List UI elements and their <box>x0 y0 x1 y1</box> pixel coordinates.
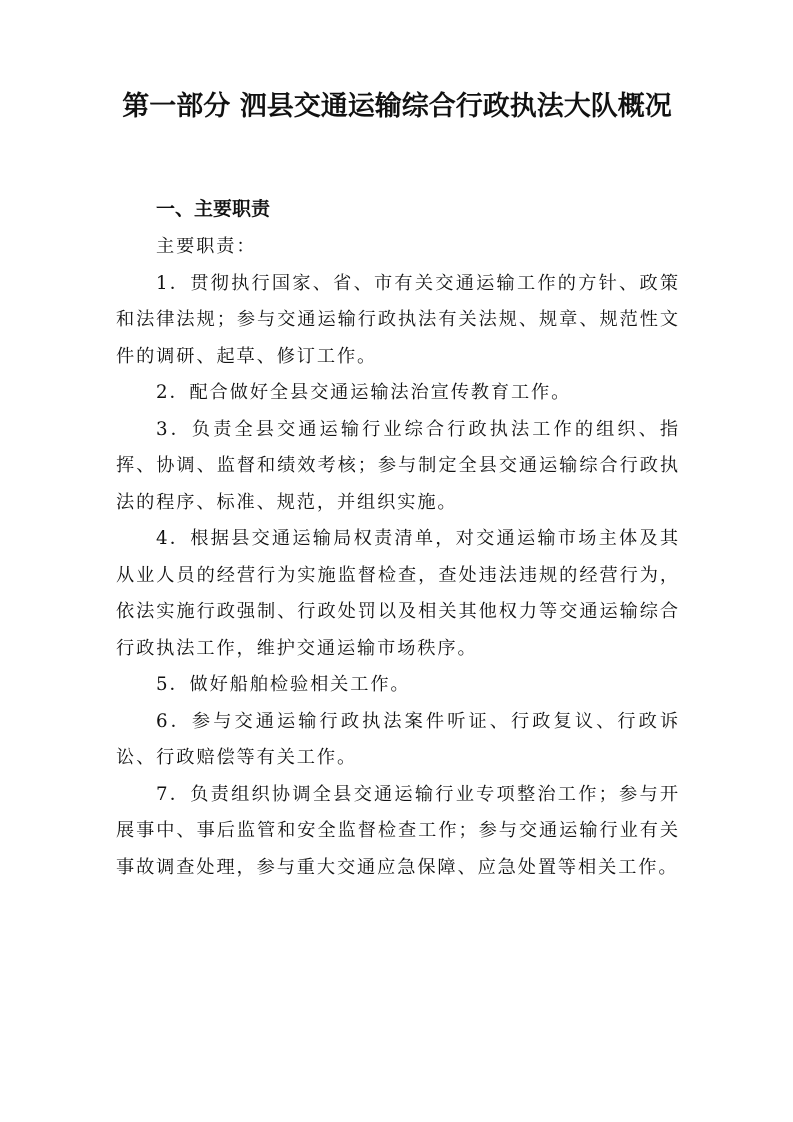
intro-paragraph: 主要职责： <box>156 236 257 257</box>
duty-item-6: 6．参与交通运输行政执法案件听证、行政复议、行政诉讼、行政赔偿等有关工作。 <box>116 710 680 768</box>
duty-item-5: 5．做好船舶检验相关工作。 <box>156 674 411 695</box>
duty-item-3: 3．负责全县交通运输行业综合行政执法工作的组织、指挥、协调、监督和绩效考核；参与制定全县交通运输综合行政执法的程序、标准、规范，并组织实施。 <box>116 418 680 513</box>
duty-item-2: 2．配合做好全县交通运输法治宣传教育工作。 <box>156 382 572 403</box>
page-title: 第一部分 泗县交通运输综合行政执法大队概况 <box>122 91 672 122</box>
section-heading: 一、主要职责 <box>156 198 271 220</box>
duty-item-4: 4．根据县交通运输局权责清单，对交通运输市场主体及其从业人员的经营行为实施监督检查，查处违法违规的经营行为，依法实施行政强制、行政处罚以及相关其他权力等交通运输综合行政执法工作，维护交通运输市场秩序。 <box>116 528 680 659</box>
body-text <box>116 229 680 886</box>
duty-item-7: 7．负责组织协调全县交通运输行业专项整治工作；参与开展事中、事后监管和安全监督检查工作；参与交通运输行业有关事故调查处理，参与重大交通应急保障、应急处置等相关工作。 <box>116 783 680 878</box>
duty-item-1: 1．贯彻执行国家、省、市有关交通运输工作的方针、政策和法律法规；参与交通运输行政执法有关法规、规章、规范性文件的调研、起草、修订工作。 <box>116 272 680 367</box>
